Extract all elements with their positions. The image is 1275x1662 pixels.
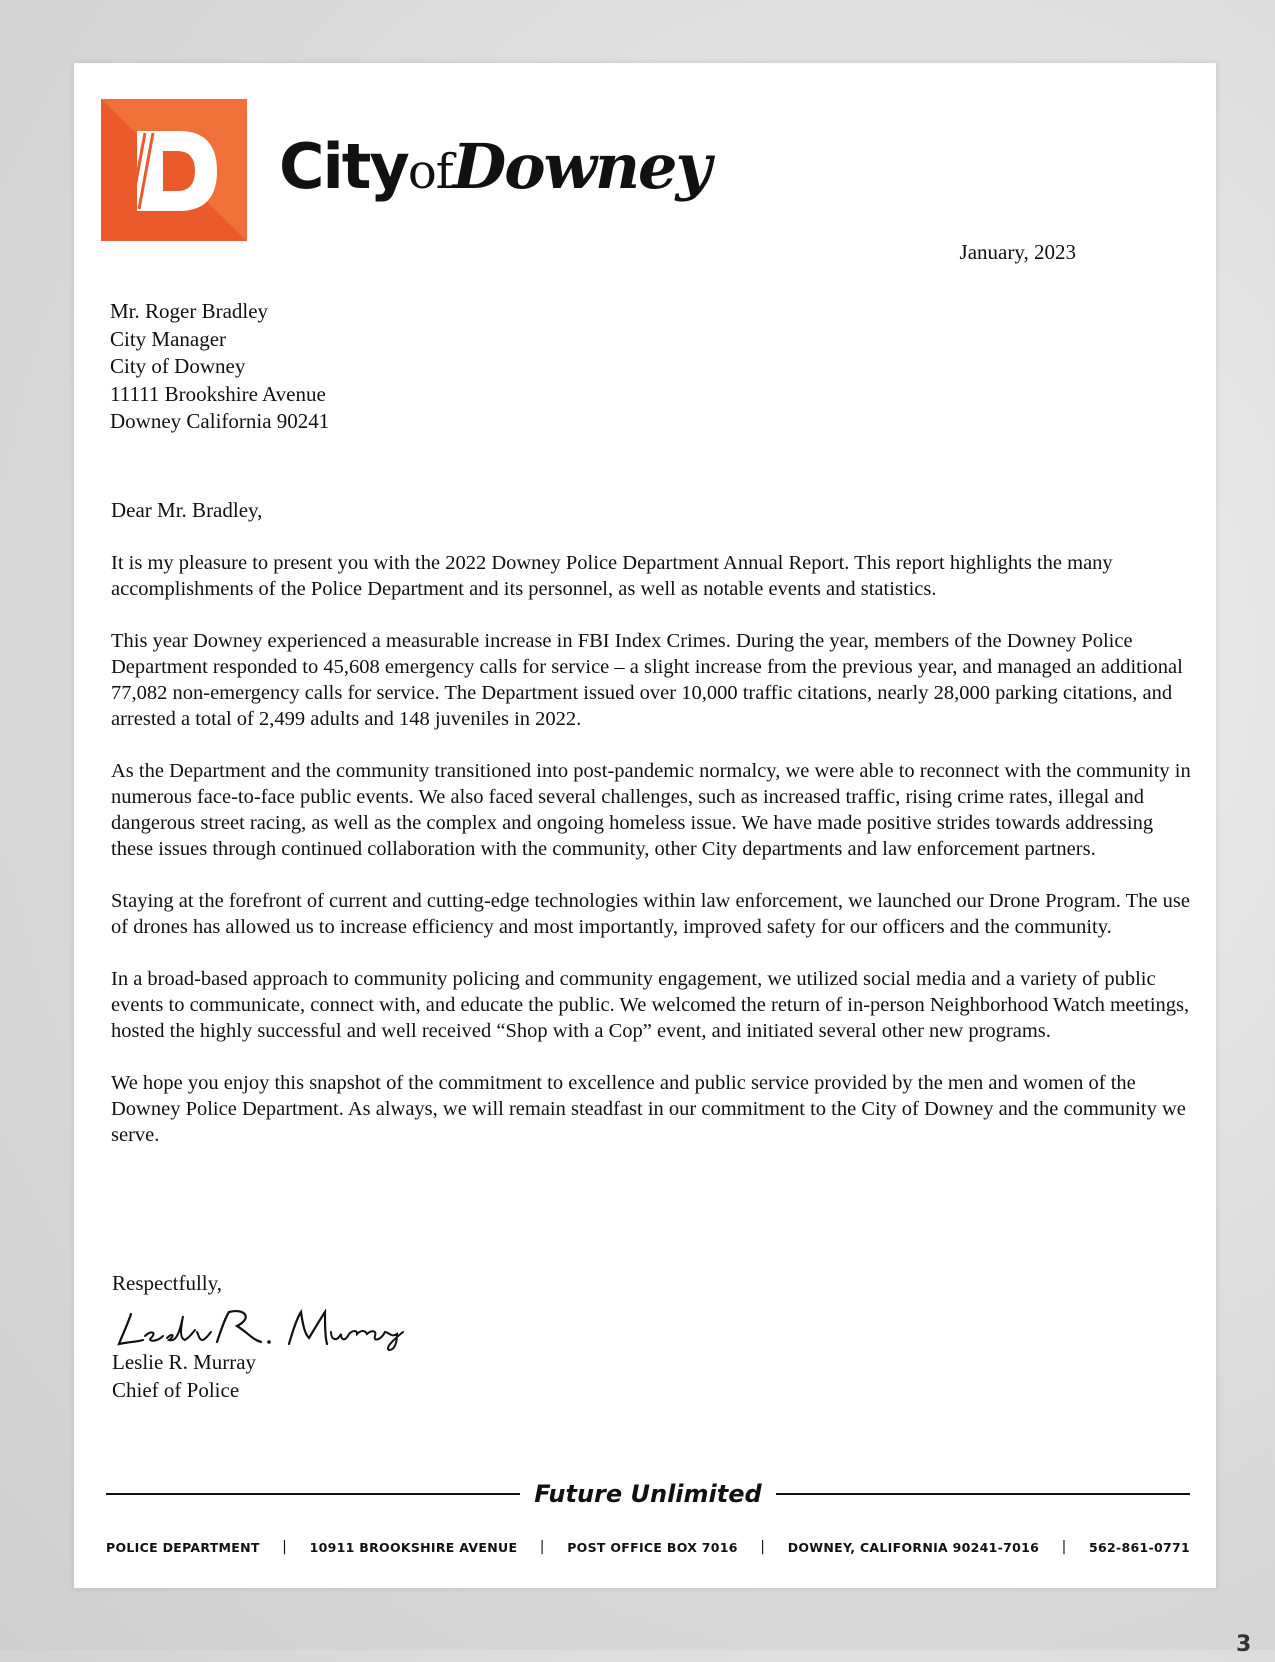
page-number: 3	[1236, 1632, 1252, 1657]
recipient-line: Downey California 90241	[110, 409, 330, 433]
recipient-line: 11111 Brookshire Avenue	[110, 381, 326, 406]
footer-separator: |	[539, 1539, 545, 1555]
wordmark-city: City	[279, 130, 408, 203]
body-paragraph: In a broad-based approach to community policing and community engagement, we utilized social media and a variety of public events to communicate, connect with, and educate the public. We welcomed the return of in-person Neighborhood Watch meetings, hosted the highly successful and well received “Shop with a Cop” event, and initiated several other new programs.	[111, 968, 1190, 1042]
footer-phone: 562-861-0771	[1089, 1539, 1190, 1555]
letter-date: January, 2023	[959, 240, 1076, 264]
recipient-line: City of Downey	[110, 354, 246, 378]
footer-contact	[106, 1537, 1190, 1557]
footer-po-box: POST OFFICE BOX 7016	[567, 1539, 738, 1555]
recipient-line: Mr. Roger Bradley	[110, 299, 269, 323]
letter-body	[111, 550, 1191, 1174]
tagline: Future Unlimited	[534, 1480, 762, 1508]
body-paragraph: As the Department and the community transitioned into post-pandemic normalcy, we were able to reconnect with the community in numerous face-to-face public events. We also faced several challenges, such as increased traffic, rising crime rates, illegal and dangerous street racing, as well as the complex and ongoing homeless issue. We have made positive strides towards addressing these issues through continued collaboration with the community, other City departments and law enforcement partners.	[111, 760, 1191, 860]
footer-separator: |	[1061, 1539, 1067, 1555]
footer-city: DOWNEY, CALIFORNIA 90241-7016	[787, 1539, 1040, 1555]
signer-name: Leslie R. Murray	[112, 1350, 257, 1374]
body-paragraph: We hope you enjoy this snapshot of the commitment to excellence and public service provided by the men and women of the Downey Police Department. As always, we will remain steadfast in our commitment to the City of Downey and the community we serve.	[111, 1072, 1186, 1146]
footer-separator: |	[760, 1539, 766, 1555]
city-logo-icon	[101, 99, 247, 241]
closing: Respectfully,	[112, 1271, 223, 1295]
signer-title: Chief of Police	[112, 1378, 240, 1402]
recipient-line: City Manager	[110, 326, 227, 351]
signer-block	[112, 1348, 256, 1404]
tagline-rule-left	[106, 1493, 520, 1495]
footer-street: 10911 BROOKSHIRE AVENUE	[309, 1539, 518, 1555]
tagline-row	[106, 1474, 1190, 1514]
footer-department: POLICE DEPARTMENT	[106, 1539, 260, 1555]
tagline-rule-right	[776, 1493, 1190, 1495]
body-paragraph: Staying at the forefront of current and cutting-edge technologies within law enforcement, we launched our Drone Program. The use of drones has allowed us to increase efficiency and most importantly, improved safety for our officers and the community.	[111, 890, 1190, 938]
footer-separator: |	[282, 1539, 288, 1555]
body-paragraph: This year Downey experienced a measurable increase in FBI Index Crimes. During the year, members of the Downey Police Department responded to 45,608 emergency calls for service – a slight increase from the previous year, and managed an additional 77,082 non-emergency calls for service. The Department issued over 10,000 traffic citations, nearly 28,000 parking citations, and arrested a total of 2,499 adults and 148 juveniles in 2022.	[111, 630, 1183, 730]
city-wordmark	[279, 127, 710, 207]
salutation: Dear Mr. Bradley,	[111, 498, 263, 522]
handwritten-signature	[113, 1302, 433, 1352]
wordmark-of: of	[407, 144, 453, 200]
recipient-address	[110, 298, 329, 436]
body-paragraph: It is my pleasure to present you with the 2022 Downey Police Department Annual Report. This report highlights the many accomplishments of the Police Department and its personnel, as well as notable events and statistics.	[111, 552, 1113, 600]
wordmark-downey: Downey	[452, 130, 710, 203]
